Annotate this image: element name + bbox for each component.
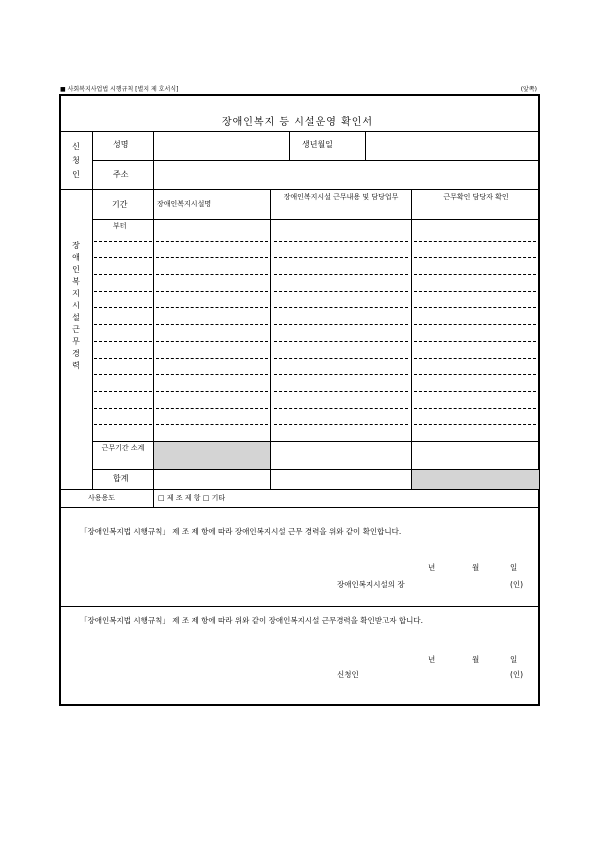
subtotal-shaded-cell <box>154 442 270 469</box>
row-dash-line <box>414 374 536 375</box>
row-dash-line <box>274 358 408 359</box>
row-dash-line <box>94 424 152 425</box>
row-dash-line <box>274 324 408 325</box>
row-dash-line <box>156 358 268 359</box>
name-field[interactable] <box>158 140 286 154</box>
row-dash-line <box>414 241 536 242</box>
row-dash-line <box>156 291 268 292</box>
row-dash-line <box>94 241 152 242</box>
confirmation-form <box>59 94 540 706</box>
row-dash-line <box>156 324 268 325</box>
row-dash-line <box>156 408 268 409</box>
row-dash-line <box>414 424 536 425</box>
row-dash-line <box>156 341 268 342</box>
row-dash-line <box>94 374 152 375</box>
applicant-vertical-label: 신청인 <box>72 142 80 179</box>
row-dash-line <box>274 424 408 425</box>
facility-head-label: 장애인복지시설의 장 <box>337 580 405 589</box>
row-dash-line <box>274 408 408 409</box>
date2-month: 월 <box>472 655 480 664</box>
col-facility-right-line <box>270 189 271 489</box>
row-dash-line <box>414 358 536 359</box>
row-dash-line <box>94 324 152 325</box>
row-dash-line <box>94 291 152 292</box>
purpose-value[interactable]: □ 제 조 제 항 □ 기타 <box>158 494 226 502</box>
row-dash-line <box>274 291 408 292</box>
birth-label-left-line <box>289 131 290 160</box>
row-dash-line <box>94 408 152 409</box>
page-side-label: (앞쪽) <box>520 86 537 93</box>
applicant-sign-label: 신청인 <box>337 670 359 679</box>
col-detail-right-line <box>411 189 412 489</box>
career-vertical-label: 장애인복지시설 근무경력 <box>72 241 80 370</box>
row-dash-line <box>274 341 408 342</box>
statement-divider <box>60 606 539 607</box>
row-dash-line <box>414 341 536 342</box>
row-dash-line <box>414 274 536 275</box>
address-label: 주소 <box>113 170 129 179</box>
row-dash-line <box>274 241 408 242</box>
row-dash-line <box>156 424 268 425</box>
birth-label-right-line <box>365 131 366 160</box>
from-label: 부터 <box>113 222 127 230</box>
applicant-statement: 「장애인복지법 시행규칙」 제 조 제 항에 따라 위와 같이 장애인복지시설 근무경력을 확인받고자 합니다. <box>80 616 424 625</box>
applicant-seal: (인) <box>510 670 524 679</box>
date2-year: 년 <box>428 655 436 664</box>
row-dash-line <box>274 374 408 375</box>
date2-day: 일 <box>510 655 518 664</box>
row-dash-line <box>94 391 152 392</box>
form-number-header: ■ 사회복지사업법 시행규칙 [별지 제 호서식] <box>60 86 179 93</box>
row-dash-line <box>274 391 408 392</box>
row-dash-line <box>414 391 536 392</box>
purpose-label: 사용용도 <box>88 494 116 502</box>
confirm-header: 근무확인 담당자 확인 <box>443 193 509 201</box>
address-field[interactable] <box>158 170 533 184</box>
total-shaded-cell <box>412 470 539 489</box>
subtotal-label: 근무기간 소계 <box>101 444 145 452</box>
name-label: 성명 <box>113 140 129 149</box>
row-dash-line <box>94 257 152 258</box>
career-header-line <box>92 219 539 220</box>
period-header: 기간 <box>112 200 128 209</box>
applicant-row-divider <box>92 160 539 161</box>
birth-label: 생년월일 <box>302 140 333 149</box>
row-dash-line <box>414 408 536 409</box>
facility-statement: 「장애인복지법 시행규칙」 제 조 제 항에 따라 장애인복지시설 근무 경력을 위와 같이 확인합니다. <box>80 527 402 536</box>
date1-year: 년 <box>428 563 436 572</box>
form-title: 장애인복지 등 시설운영 확인서 <box>221 117 374 128</box>
row-dash-line <box>414 324 536 325</box>
title-divider <box>60 131 539 132</box>
row-dash-line <box>156 274 268 275</box>
date1-month: 월 <box>472 563 480 572</box>
purpose-bottom-line <box>60 507 539 508</box>
date1-day: 일 <box>510 563 518 572</box>
row-dash-line <box>414 257 536 258</box>
row-dash-line <box>274 257 408 258</box>
facility-seal: (인) <box>510 580 524 589</box>
row-dash-line <box>94 274 152 275</box>
row-dash-line <box>274 274 408 275</box>
row-dash-line <box>94 358 152 359</box>
row-dash-line <box>156 241 268 242</box>
row-dash-line <box>156 257 268 258</box>
label-column-line <box>92 131 93 489</box>
row-dash-line <box>156 307 268 308</box>
row-dash-line <box>414 291 536 292</box>
detail-header: 장애인복지시설 근무내용 및 담당업무 <box>283 193 399 201</box>
applicant-bottom-line <box>60 189 539 190</box>
birth-field[interactable] <box>370 140 535 154</box>
row-dash-line <box>94 341 152 342</box>
row-dash-line <box>274 307 408 308</box>
facility-header: 장애인복지시설명 <box>157 200 212 208</box>
row-dash-line <box>94 307 152 308</box>
row-dash-line <box>414 307 536 308</box>
total-label: 합계 <box>113 474 129 483</box>
career-bottom-line <box>60 489 539 490</box>
row-dash-line <box>156 374 268 375</box>
row-dash-line <box>156 391 268 392</box>
